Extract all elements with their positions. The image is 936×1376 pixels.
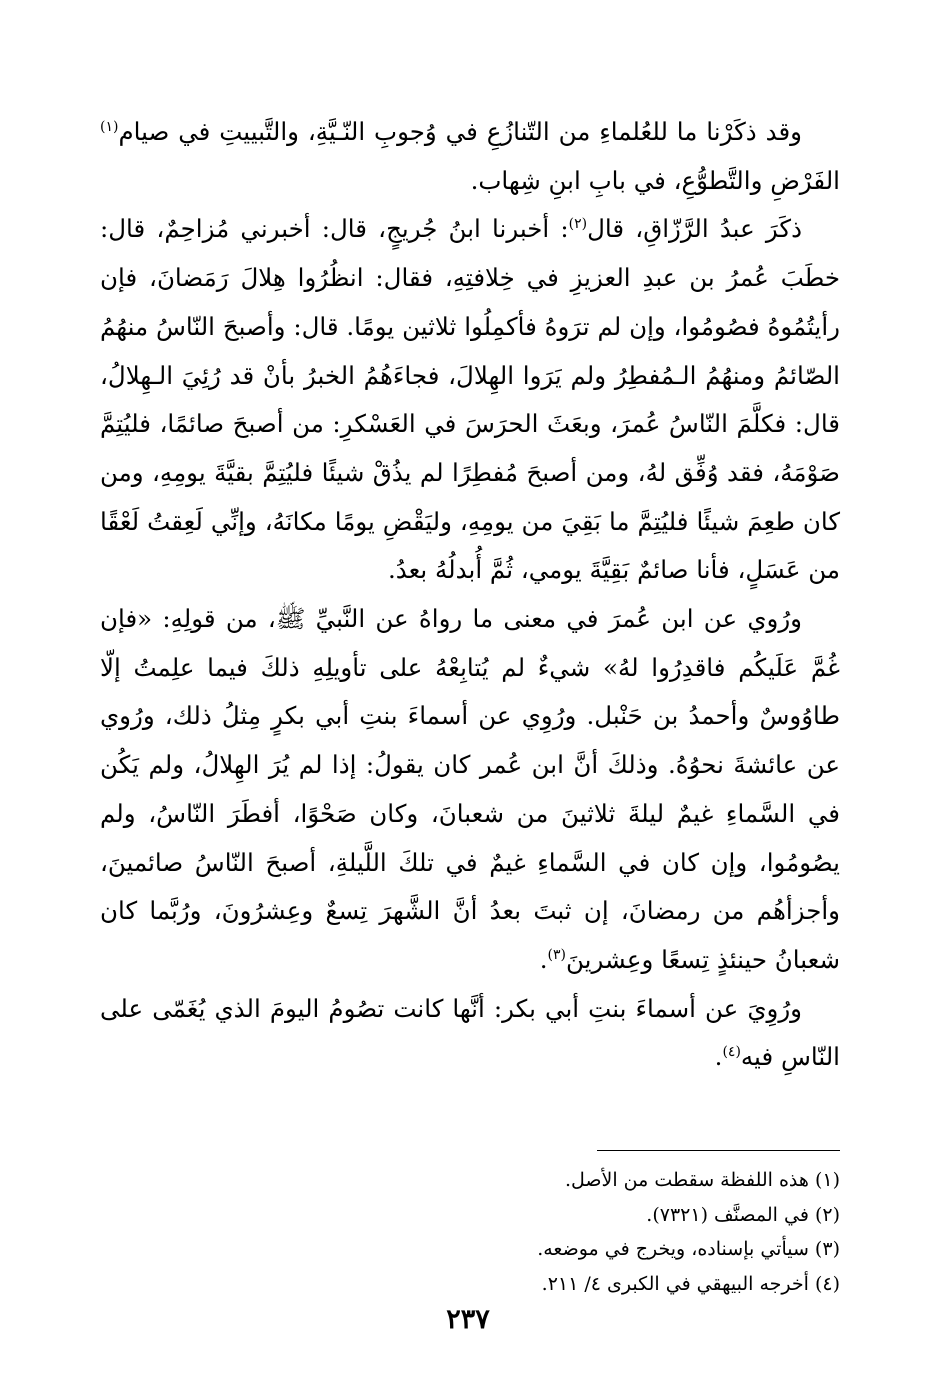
footnote-ref-1: (١) (100, 118, 119, 135)
footnote-ref-3: (٣) (547, 946, 566, 963)
paragraph-fasting-intention (100, 108, 840, 205)
footnote-ref-4: (٤) (722, 1044, 741, 1061)
paragraph-text: . (539, 944, 548, 974)
footnote-divider (597, 1150, 840, 1151)
paragraph-text: : أخبرنا ابنُ جُريجٍ، قال: أخبرني مُزاحِمٌ، قال: خطَبَ عُمرُ بن عبدِ العزيزِ في خِلافتِهِ، فقال: انظُرُوا هِلالَ رَمَضانَ، فإن رأيتُمُوهُ فصُومُوا، وإن لم ترَوهُ فأكمِلُوا ثلاثين يومًا. قال: وأصبحَ النّاسُ منهُمُ الصّائمُ ومنهُمُ الـمُفطِرُ ولم يَرَوا الهِلالَ، فجاءَهُمُ الخبرُ بأنْ قد رُئِيَ الـهِلالُ، قال: فكلَّمَ النّاسُ عُمرَ، وبعَثَ الحرَسَ في العَسْكرِ: من أصبحَ صائمًا، فليُتِمَّ صَوْمَهُ، فقد وُفِّق لهُ، ومن أصبحَ مُفطِرًا لم يذُقْ شيئًا فليُتِمَّ بقيَّةَ يومِهِ، ومن كان طعِمَ شيئًا فليُتِمَّ ما بَقِيَ من يومِهِ، وليَقْضِ يومًا مكانَهُ، وإنِّي لَعِقتُ لَعْقًا من عَسَلٍ، فأنا صائمٌ بَقِيَّةَ يومي، ثُمَّ أُبدلُهُ بعدُ. (100, 214, 840, 585)
paragraph-text: ورُوِيَ عن أسماءَ بنتِ أبي بكر: أنَّها كانت تصُومُ اليومَ الذي يُغَمّى على النّاسِ فيه (100, 993, 840, 1072)
paragraph-umar-speech (100, 205, 840, 595)
page-body (100, 108, 840, 1082)
paragraph-text: ذكَرَ عبدُ الرَّزّاقِ، قال (587, 214, 802, 244)
footnote-1: (١) هذه اللفظة سقطت من الأصل. (564, 1169, 840, 1191)
paragraph-text: ورُوي عن ابن عُمرَ في معنى ما رواهُ عن النَّبيِّ ﷺ، من قولِهِ: «فإن غُمَّ عَلَيكُم فاقدِرُوا لهُ» شيءٌ لم يُتابِعْهُ على تأويلِهِ ذلكَ فيما علِمتُ إلّا طاوُوسٌ وأحمدُ بن حَنْبل. ورُوِي عن أسماءَ بنتِ أبي بكرٍ مِثلُ ذلك، ورُوي عن عائشةَ نحوُهُ. وذلكَ أنَّ ابن عُمر كان يقولُ: إذا لم يُرَ الهِلالُ، ولم يَكُن في السَّماءِ غيمٌ ليلةَ ثلاثينَ من شعبانَ، وكان صَحْوًا، أفطَرَ النّاسُ، ولم يصُومُوا، وإن كان في السَّماءِ غيمٌ في تلكَ اللَّيلةِ، أصبحَ النّاسُ صائمينَ، وأجزأهُم من رمضانَ، إن ثبتَ بعدُ أنَّ الشَّهرَ تِسعٌ وعِشرُونَ، ورُبَّما كان شعبانُ حينئذٍ تِسعًا وعِشرينَ (100, 604, 840, 974)
paragraph-text: . (714, 1042, 723, 1072)
footnote-3: (٣) سيأتي بإسناده، ويخرج في موضعه. (537, 1238, 840, 1260)
footnote-4: (٤) أخرجه البيهقي في الكبرى ٤/ ٢١١. (541, 1272, 840, 1295)
paragraph-asma (100, 985, 840, 1082)
footnote-2: (٢) في المصنَّف (٧٣٢١). (646, 1203, 840, 1226)
page-number: ٢٣٧ (446, 1304, 490, 1335)
footnote-ref-2: (٢) (568, 216, 588, 233)
footnotes (100, 1163, 840, 1301)
paragraph-ibn-umar (100, 595, 840, 985)
paragraph-text: وقد ذكَرْنا ما للعُلماءِ من التّنازُعِ في وُجوبِ النّـيَّةِ، والتَّبييتِ في صيام (118, 117, 802, 146)
paragraph-text: الفَرْضِ والتَّطوُّعِ، في بابِ ابنِ شِهاب. (470, 165, 840, 195)
